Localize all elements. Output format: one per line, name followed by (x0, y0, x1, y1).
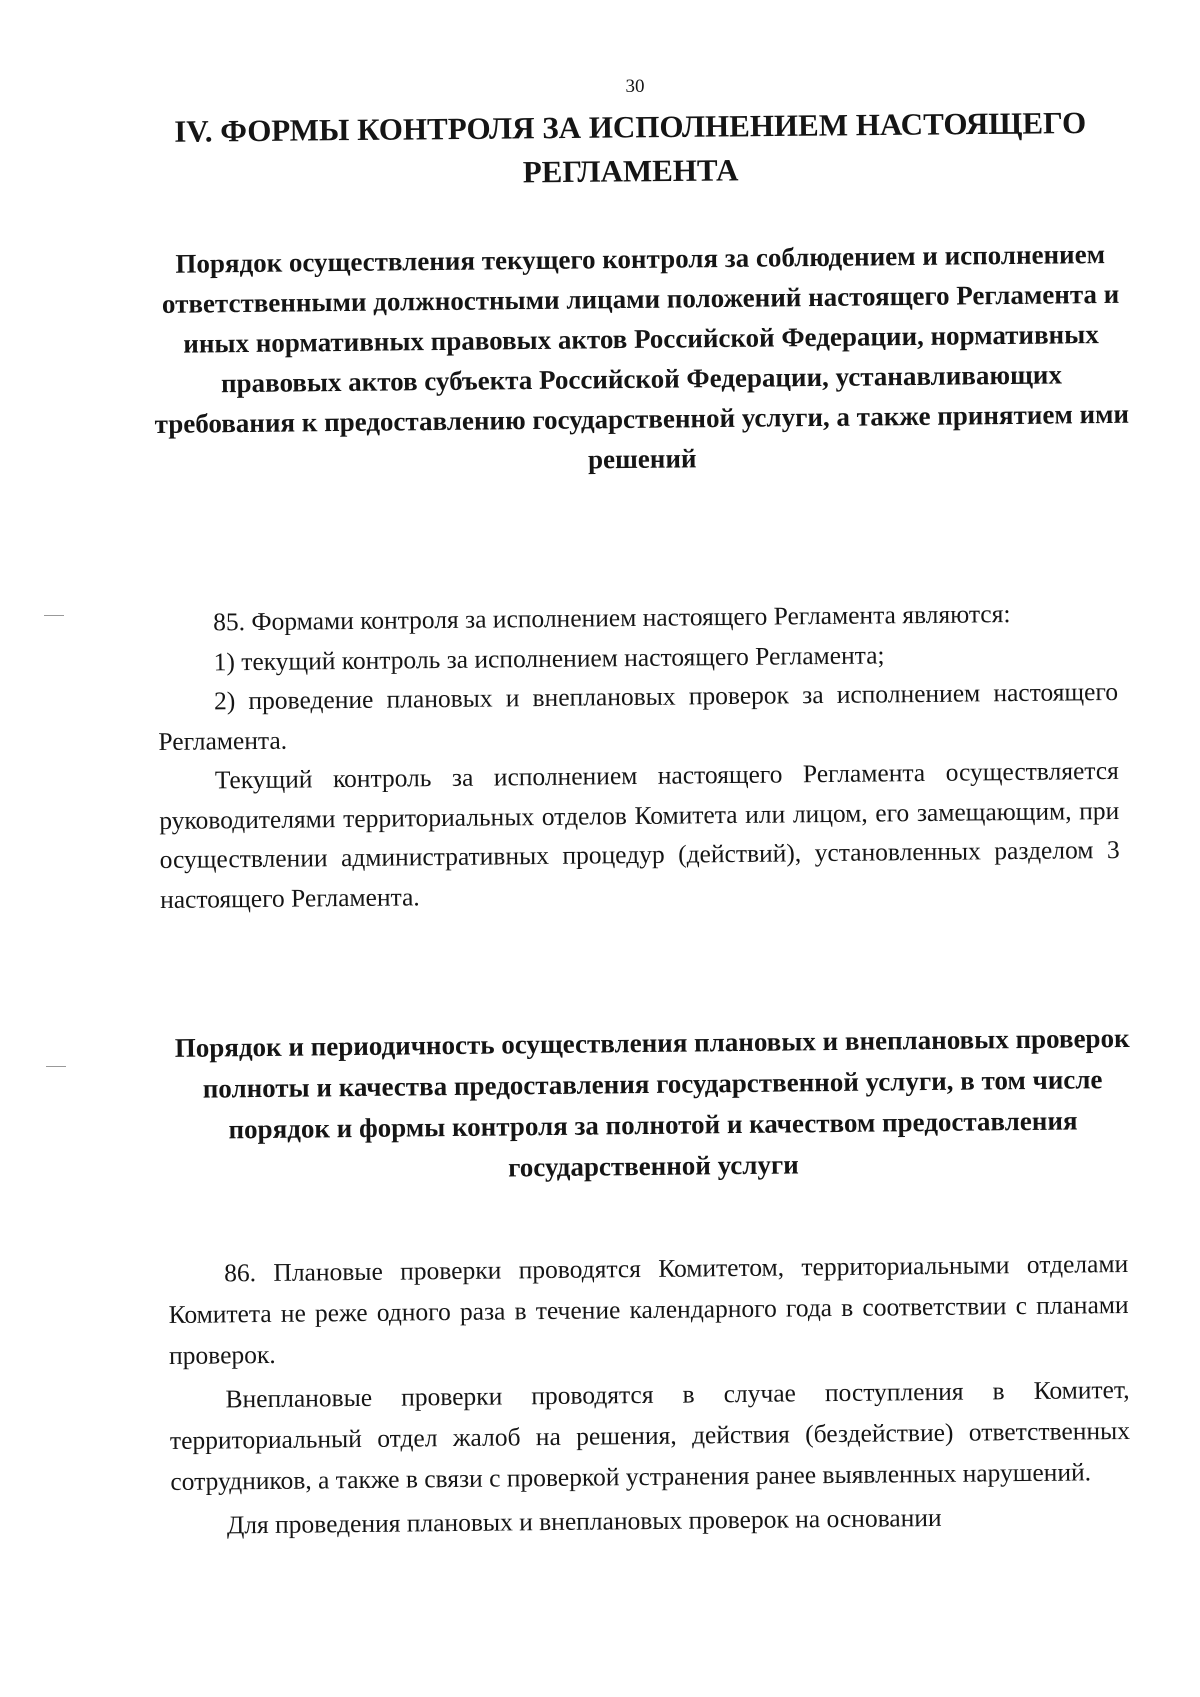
subsection-2-title: Порядок и периодичность осуществления плановых и внеплановых проверок полноты и качества предоставления государственной услуги, в том числе порядок и формы контроля за полнотой и качеством предоставления государственной услуги (174, 1022, 1130, 1183)
paragraph: 85. Формами контроля за исполнением настоящего Регламента являются: (213, 599, 1011, 637)
paragraph: 2) проведение плановых и внеплановых проверок за исполнением настоящего Регламента. (158, 676, 1119, 756)
paragraph: Внеплановые проверки проводятся в случае поступления в Комитет, территориальный отдел жалоб на решения, действия (бездействие) ответственных сотрудников, а также в связи с проверкой устранения ранее выявленных нарушений. (169, 1374, 1131, 1496)
scan-mark (44, 615, 64, 616)
paragraph: Для проведения плановых и внеплановых проверок на основании (226, 1502, 942, 1540)
scan-mark (46, 1066, 66, 1067)
subsection-1-title: Порядок осуществления текущего контроля за соблюдением и исполнением ответственными должностными лицами положений настоящего Регламента и иных нормативных правовых актов Российской Федерации, нормативных правовых актов субъекта Российской Федерации, устанавливающих требования к предоставлению государственной услуги, а также принятием ими решений (154, 239, 1130, 475)
page-number: 30 (625, 76, 645, 97)
paragraph: 1) текущий контроль за исполнением настоящего Регламента; (213, 639, 885, 676)
section-title: IV. ФОРМЫ КОНТРОЛЯ ЗА ИСПОЛНЕНИЕМ НАСТОЯЩЕГО РЕГЛАМЕНТА (174, 105, 1087, 190)
subsection-2-body (168, 1243, 1131, 1546)
paragraph: 86. Плановые проверки проводятся Комитетом, территориальными отделами Комитета не реже одного раза в течение календарного года в соответствии с планами проверок. (168, 1248, 1129, 1370)
paragraph: Текущий контроль за исполнением настоящего Регламента осуществляется руководителями территориальных отделов Комитета или лицом, его замещающим, при осуществлении административных процедур (действий), установленных разделом 3 настоящего Регламента. (159, 755, 1120, 914)
subsection-1-body (157, 593, 1120, 919)
